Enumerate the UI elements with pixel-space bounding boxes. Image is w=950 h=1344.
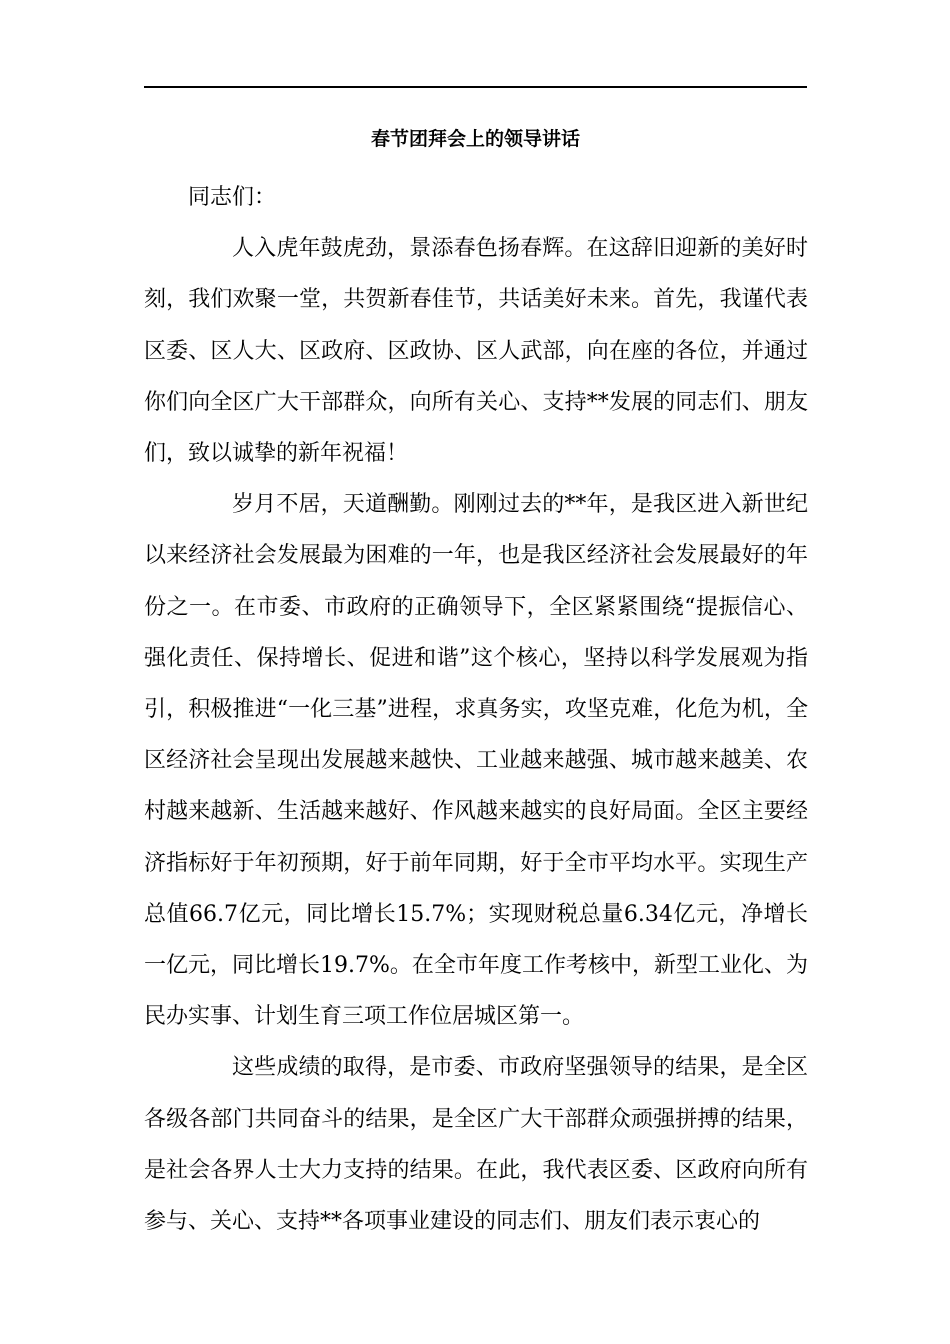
document-title: 春节团拜会上的领导讲话 bbox=[370, 128, 580, 150]
salutation: 同志们： bbox=[188, 185, 277, 210]
paragraph-greeting: 人入虎年鼓虎劲，景添春色扬春辉。在这辞旧迎新的美好时刻，我们欢聚一堂，共贺新春佳节，共话美好未来。首先，我谨代表区委、区人大、区政府、区政协、区人武部，向在座的各位，并通过你们向全区广大干部群众，向所有关心、支持**发展的同志们、朋友们，致以诚挚的新年祝福！ bbox=[144, 236, 808, 467]
paragraph-achievements: 岁月不居，天道酬勤。刚刚过去的**年，是我区进入新世纪以来经济社会发展最为困难的一年，也是我区经济社会发展最好的年份之一。在市委、市政府的正确领导下，全区紧紧围绕“提振信心、强化责任、保持增长、促进和谐”这个核心，坚持以科学发展观为指引，积极推进“一化三基”进程，求真务实，攻坚克难，化危为机，全区经济社会呈现出发展越来越快、工业越来越强、城市越来越美、农村越来越新、生活越来越好、作风越来越实的良好局面。全区主要经济指标好于年初预期，好于前年同期，好于全市平均水平。实现生产总值66.7亿元，同比增长15.7%；实现财税总量6.34亿元，净增长一亿元，同比增长19.7%。在全市年度工作考核中，新型工业化、为民办实事、计划生育三项工作位居城区第一。 bbox=[144, 492, 808, 1030]
header-rule bbox=[144, 86, 807, 88]
paragraph-thanks: 这些成绩的取得，是市委、市政府坚强领导的结果，是全区各级各部门共同奋斗的结果，是全区广大干部群众顽强拼搏的结果，是社会各界人士大力支持的结果。在此，我代表区委、区政府向所有参与、关心、支持**各项事业建设的同志们、朋友们表示衷心的 bbox=[144, 1055, 808, 1235]
document-body bbox=[144, 172, 808, 1247]
